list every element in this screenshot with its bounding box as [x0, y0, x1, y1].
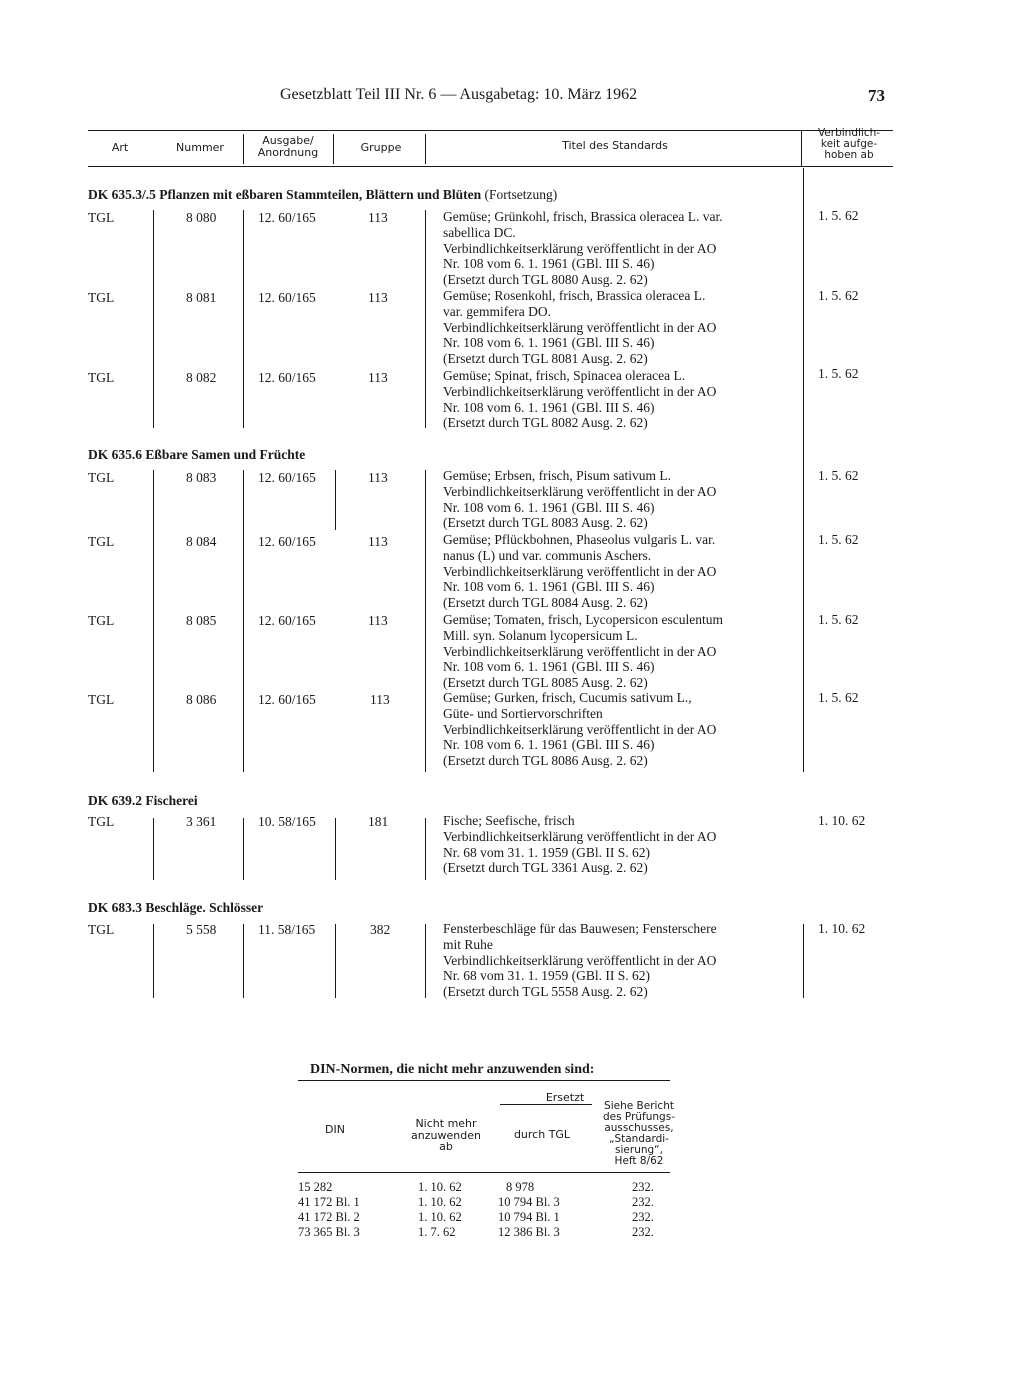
- column-rule: [243, 924, 244, 998]
- col-header-nummer: Nummer: [176, 141, 224, 154]
- col-header-ausgabe: [246, 135, 330, 159]
- titel-line: Nr. 108 vom 6. 1. 1961 (GBl. III S. 46): [443, 256, 655, 272]
- cell-datum: 1. 5. 62: [818, 288, 859, 303]
- section-heading-suffix: (Fortsetzung): [484, 187, 558, 202]
- column-rule: [425, 470, 426, 772]
- cell-datum: 1. 5. 62: [818, 612, 859, 627]
- titel-line: (Ersetzt durch TGL 5558 Ausg. 2. 62): [443, 984, 648, 1000]
- cell-titel: [443, 532, 716, 611]
- titel-line: Gemüse; Erbsen, frisch, Pisum sativum L.: [443, 468, 671, 483]
- column-rule: [153, 924, 154, 998]
- cell-ausgabe: 12. 60/165: [258, 613, 316, 628]
- titel-line: Gemüse; Pflückbohnen, Phaseolus vulgaris L. var.: [443, 532, 716, 547]
- cell-gruppe: 113: [368, 470, 388, 485]
- section-heading-text: DK 635.3/.5 Pflanzen mit eßbaren Stammteilen, Blättern und Blüten: [88, 187, 482, 202]
- cell-ausgabe: 12. 60/165: [258, 470, 316, 485]
- cell-art: TGL: [88, 692, 115, 707]
- din-cell-tgl: 10 794 Bl. 3: [498, 1195, 560, 1209]
- page-number: 73: [868, 86, 885, 105]
- din-head-siehe: [592, 1101, 686, 1167]
- titel-line: (Ersetzt durch TGL 8081 Ausg. 2. 62): [443, 351, 648, 367]
- titel-line: (Ersetzt durch TGL 8084 Ausg. 2. 62): [443, 595, 648, 611]
- cell-art: TGL: [88, 470, 115, 485]
- col-header-verbindlichkeit: [806, 128, 892, 161]
- titel-line: (Ersetzt durch TGL 8082 Ausg. 2. 62): [443, 415, 648, 431]
- din-head-siehe-line: „Standardi-: [609, 1133, 669, 1145]
- section-heading: [88, 447, 305, 463]
- cell-gruppe: 181: [368, 814, 389, 829]
- din-head-nicht-line: ab: [439, 1140, 453, 1153]
- col-header-ausgabe-line2: Anordnung: [257, 146, 319, 159]
- titel-line: Fensterbeschläge für das Bauwesen; Fensterschere: [443, 921, 717, 936]
- cell-gruppe: 113: [368, 210, 388, 225]
- col-header-ausgabe-line1: Ausgabe/: [262, 134, 314, 147]
- titel-line: Verbindlichkeitserklärung veröffentlicht in der AO: [443, 643, 717, 659]
- titel-line: Verbindlichkeitserklärung veröffentlicht in der AO: [443, 828, 717, 844]
- col-header-verb-line2: keit aufge-: [820, 138, 878, 150]
- din-cell-ab: 1. 10. 62: [418, 1180, 462, 1194]
- titel-line: Nr. 108 vom 6. 1. 1961 (GBl. III S. 46): [443, 499, 655, 515]
- din-cell: 15 282: [298, 1180, 333, 1194]
- din-head-siehe-line: des Prüfungs-: [603, 1111, 675, 1123]
- cell-titel: [443, 690, 716, 769]
- cell-nummer: 8 080: [186, 210, 217, 225]
- din-ersetzt-rule: [500, 1104, 592, 1105]
- cell-ausgabe: 12. 60/165: [258, 370, 316, 385]
- column-rule: [803, 426, 804, 772]
- titel-line: sabellica DC.: [443, 224, 516, 240]
- column-rule: [335, 470, 336, 530]
- section-heading: [88, 900, 263, 916]
- cell-titel: [443, 368, 716, 431]
- column-rule: [243, 210, 244, 428]
- cell-ausgabe: 12. 60/165: [258, 290, 316, 305]
- cell-gruppe: 113: [370, 692, 390, 707]
- column-rule: [335, 818, 336, 880]
- header-separator: [243, 134, 244, 164]
- titel-line: Verbindlichkeitserklärung veröffentlicht in der AO: [443, 383, 717, 399]
- cell-datum: 1. 5. 62: [818, 532, 859, 547]
- titel-line: Verbindlichkeitserklärung veröffentlicht in der AO: [443, 721, 717, 737]
- column-rule: [425, 924, 426, 998]
- cell-gruppe: 382: [370, 922, 391, 937]
- column-rule: [153, 818, 154, 880]
- din-head-nicht-line: anzuwenden: [411, 1128, 481, 1142]
- col-header-gruppe: Gruppe: [360, 141, 402, 154]
- cell-datum: 1. 5. 62: [818, 366, 859, 381]
- titel-line: Nr. 68 vom 31. 1. 1959 (GBl. II S. 62): [443, 968, 650, 984]
- titel-line: Nr. 108 vom 6. 1. 1961 (GBl. III S. 46): [443, 659, 655, 675]
- cell-titel: [443, 209, 723, 288]
- header-separator: [425, 134, 426, 164]
- titel-line: Gemüse; Spinat, frisch, Spinacea oleracea L.: [443, 368, 686, 383]
- titel-line: Verbindlichkeitserklärung veröffentlicht in der AO: [443, 952, 717, 968]
- page-header-title: Gesetzblatt Teil III Nr. 6 — Ausgabetag: 10. März 1962: [280, 86, 638, 103]
- titel-line: Gemüse; Rosenkohl, frisch, Brassica oleracea L.: [443, 288, 706, 303]
- din-head-siehe-line: ausschusses,: [604, 1122, 674, 1134]
- column-rule: [153, 470, 154, 772]
- titel-line: var. gemmifera DO.: [443, 303, 551, 319]
- cell-datum: 1. 5. 62: [818, 468, 859, 483]
- din-cell-ab: 1. 10. 62: [418, 1210, 462, 1224]
- titel-line: Nr. 68 vom 31. 1. 1959 (GBl. II S. 62): [443, 844, 650, 860]
- cell-titel: [443, 288, 716, 367]
- din-header-rule: [298, 1172, 670, 1173]
- din-head-din: DIN: [325, 1123, 345, 1136]
- cell-art: TGL: [88, 210, 115, 225]
- cell-nummer: 8 082: [186, 370, 217, 385]
- titel-line: Gemüse; Gurken, frisch, Cucumis sativum L.,: [443, 690, 692, 705]
- cell-gruppe: 113: [368, 534, 388, 549]
- cell-nummer: 8 086: [186, 692, 217, 707]
- titel-line: Nr. 108 vom 6. 1. 1961 (GBl. III S. 46): [443, 579, 655, 595]
- cell-art: TGL: [88, 922, 115, 937]
- cell-nummer: 5 558: [186, 922, 217, 937]
- cell-datum: 1. 10. 62: [818, 921, 866, 936]
- column-rule: [243, 818, 244, 880]
- titel-line: mit Ruhe: [443, 936, 493, 952]
- titel-line: nanus (L) und var. communis Aschers.: [443, 547, 652, 563]
- cell-datum: 1. 5. 62: [818, 690, 859, 705]
- din-cell-heft: 232.: [632, 1210, 654, 1224]
- cell-ausgabe: 12. 60/165: [258, 534, 316, 549]
- titel-line: Nr. 108 vom 6. 1. 1961 (GBl. III S. 46): [443, 399, 655, 415]
- titel-line: Nr. 108 vom 6. 1. 1961 (GBl. III S. 46): [443, 335, 655, 351]
- din-cell-tgl: 12 386 Bl. 3: [498, 1225, 560, 1239]
- cell-art: TGL: [88, 613, 115, 628]
- din-cell-ab: 1. 10. 62: [418, 1195, 462, 1209]
- din-table-title: DIN-Normen, die nicht mehr anzuwenden sind:: [310, 1062, 595, 1077]
- din-cell-ab: 1. 7. 62: [418, 1225, 456, 1239]
- din-cell-heft: 232.: [632, 1225, 654, 1239]
- col-header-verb-line3: hoben ab: [824, 149, 874, 161]
- titel-line: (Ersetzt durch TGL 8086 Ausg. 2. 62): [443, 753, 648, 769]
- din-head-durch: durch TGL: [513, 1128, 571, 1141]
- titel-line: Verbindlichkeitserklärung veröffentlicht in der AO: [443, 483, 717, 499]
- cell-ausgabe: 12. 60/165: [258, 692, 316, 707]
- cell-art: TGL: [88, 370, 115, 385]
- cell-ausgabe: 12. 60/165: [258, 210, 316, 225]
- column-rule: [243, 470, 244, 772]
- column-rule: [803, 168, 804, 426]
- titel-line: (Ersetzt durch TGL 8085 Ausg. 2. 62): [443, 675, 648, 691]
- titel-line: Verbindlichkeitserklärung veröffentlicht in der AO: [443, 319, 717, 335]
- cell-nummer: 8 084: [186, 534, 217, 549]
- titel-line: Verbindlichkeitserklärung veröffentlicht in der AO: [443, 240, 717, 256]
- titel-line: (Ersetzt durch TGL 3361 Ausg. 2. 62): [443, 860, 648, 876]
- din-cell-tgl: 10 794 Bl. 1: [498, 1210, 560, 1224]
- titel-line: (Ersetzt durch TGL 8083 Ausg. 2. 62): [443, 515, 648, 531]
- titel-line: Güte- und Sortiervorschriften: [443, 705, 603, 721]
- din-cell: 41 172 Bl. 2: [298, 1210, 360, 1224]
- titel-line: Verbindlichkeitserklärung veröffentlicht in der AO: [443, 563, 717, 579]
- titel-line: (Ersetzt durch TGL 8080 Ausg. 2. 62): [443, 272, 648, 288]
- cell-datum: 1. 5. 62: [818, 208, 859, 223]
- titel-line: Fische; Seefische, frisch: [443, 813, 575, 828]
- din-head-nicht-line: Nicht mehr: [415, 1117, 477, 1130]
- header-separator: [333, 134, 334, 164]
- cell-gruppe: 113: [368, 370, 388, 385]
- cell-datum: 1. 10. 62: [818, 813, 866, 828]
- din-head-siehe-line: Heft 8/62: [614, 1155, 664, 1167]
- col-header-art: Art: [111, 141, 129, 154]
- titel-line: Gemüse; Grünkohl, frisch, Brassica oleracea L. var.: [443, 209, 723, 224]
- cell-nummer: 8 081: [186, 290, 217, 305]
- din-cell-heft: 232.: [632, 1195, 654, 1209]
- section-heading-text: DK 635.6 Eßbare Samen und Früchte: [88, 447, 306, 462]
- cell-art: TGL: [88, 534, 115, 549]
- section-heading-text: DK 639.2 Fischerei: [88, 793, 198, 808]
- cell-nummer: 3 361: [186, 814, 217, 829]
- din-head-siehe-line: Siehe Bericht: [604, 1100, 674, 1112]
- titel-line: Gemüse; Tomaten, frisch, Lycopersicon esculentum: [443, 612, 723, 627]
- header-separator: [801, 130, 802, 166]
- cell-nummer: 8 085: [186, 613, 217, 628]
- col-header-titel: Titel des Standards: [562, 139, 668, 152]
- section-heading: [88, 187, 557, 203]
- cell-nummer: 8 083: [186, 470, 217, 485]
- cell-ausgabe: 11. 58/165: [258, 922, 316, 937]
- din-head-nicht: [404, 1118, 488, 1153]
- cell-titel: [443, 921, 717, 1000]
- cell-titel: [443, 468, 716, 531]
- cell-titel: [443, 612, 723, 691]
- din-cell: 41 172 Bl. 1: [298, 1195, 360, 1209]
- cell-art: TGL: [88, 290, 115, 305]
- cell-ausgabe: 10. 58/165: [258, 814, 316, 829]
- column-rule: [335, 924, 336, 998]
- column-rule: [425, 818, 426, 880]
- column-rule: [803, 924, 804, 998]
- section-heading-text: DK 683.3 Beschläge. Schlösser: [88, 900, 264, 915]
- header-top-rule: [88, 130, 893, 131]
- col-header-verb-line1: Verbindlich-: [817, 127, 881, 139]
- din-cell: 73 365 Bl. 3: [298, 1225, 360, 1239]
- column-rule: [425, 210, 426, 428]
- header-bottom-rule: [88, 166, 893, 167]
- cell-art: TGL: [88, 814, 115, 829]
- cell-gruppe: 113: [368, 290, 388, 305]
- titel-line: Mill. syn. Solanum lycopersicum L.: [443, 627, 638, 643]
- din-cell-tgl: 8 978: [506, 1180, 535, 1194]
- cell-gruppe: 113: [368, 613, 388, 628]
- cell-titel: [443, 813, 716, 876]
- column-rule: [153, 210, 154, 428]
- titel-line: Nr. 108 vom 6. 1. 1961 (GBl. III S. 46): [443, 737, 655, 753]
- section-heading: [88, 793, 198, 809]
- din-head-siehe-line: sierung“,: [615, 1144, 663, 1156]
- din-title-rule: [298, 1080, 670, 1081]
- din-head-ersetzt: Ersetzt: [545, 1091, 585, 1104]
- din-cell-heft: 232.: [632, 1180, 654, 1194]
